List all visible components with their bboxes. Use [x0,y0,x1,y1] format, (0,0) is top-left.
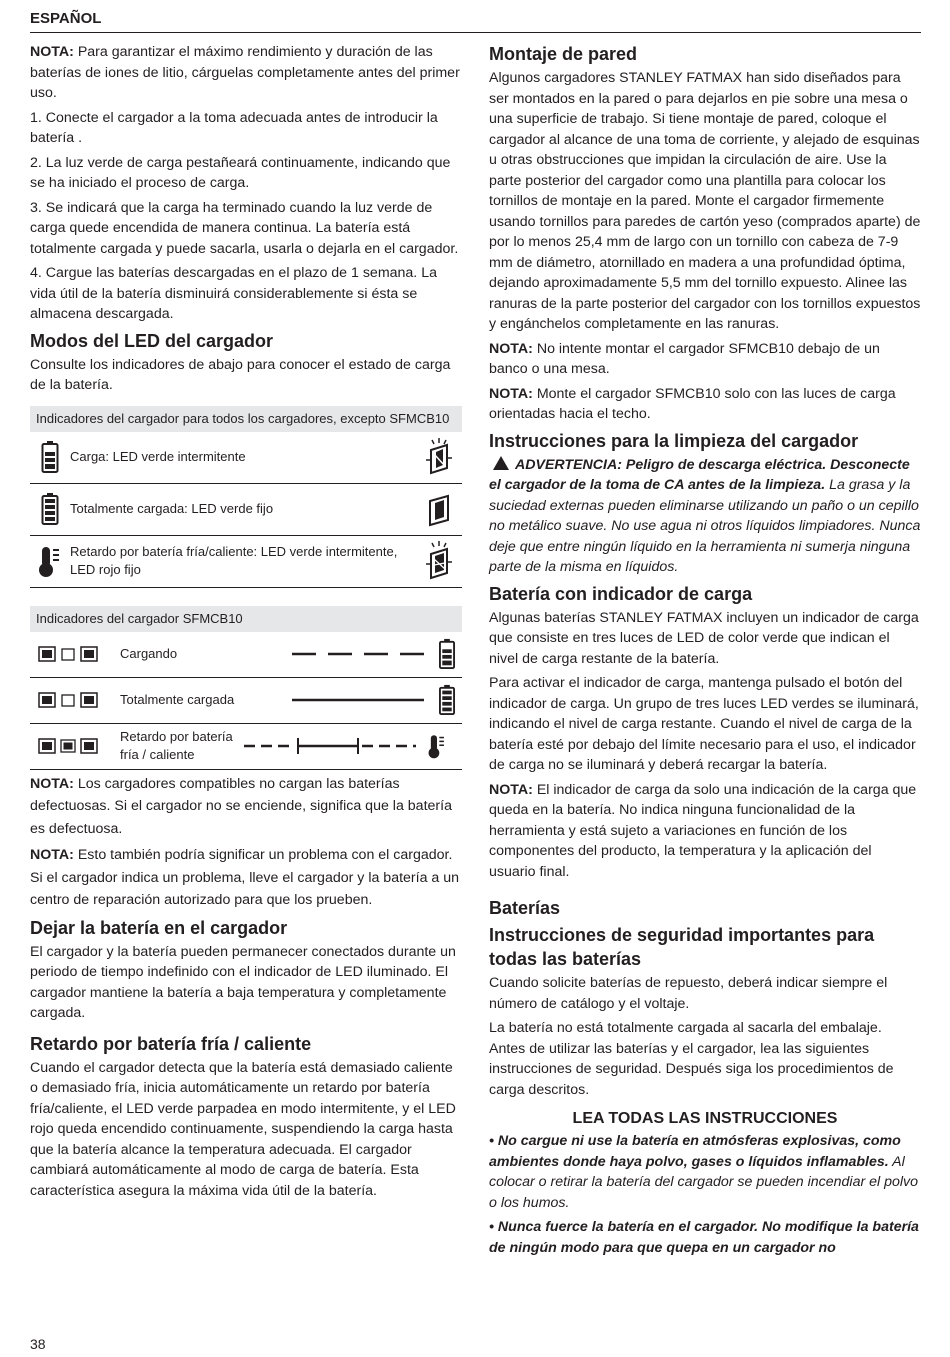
battery-full-icon [438,684,456,716]
thermometer-icon [37,544,63,578]
intro-note: NOTA: Para garantizar el máximo rendimiento y duración de las baterías de iones de litio, cárguelas completamente antes del primer uso. [30,44,460,101]
note-defective: NOTA: Los cargadores compatibles no cargan las baterías defectuosas. Si el cargador no se enciende, significa que la batería es defectuosa. [30,775,452,837]
cleaning-warning: ADVERTENCIA: Peligro de descarga eléctrica. Desconecte el cargador de la toma de CA antes de la limpieza. La grasa y la suciedad externas pueden eliminarse utilizando un paño o un cepillo no metálico suave. No use agua ni otros líquidos limpiadores. Nunca deje que entre ningún líquido en la herramienta ni sumerja ninguna parte de la misma en líquidos. [489,456,921,575]
wall-mount-note-1: NOTA: No intente montar el cargador SFMCB10 debajo de un banco o una mesa. [489,340,880,377]
step-3: 3. Se indicará que la carga ha terminado cuando la luz verde de carga quede encendida de manera continua. La batería está totalmente cargada y puede sacarla, usarla o dejarla en el cargador. [30,199,459,257]
battery-charging-icon [438,638,456,670]
charge-indicator-p2: Para activar el indicador de carga, mantenga pulsado el botón del indicador de carga. Un grupo de tres luces LED verdes se iluminará, indicando el nivel de carga restante. Cuando el nivel de carga de la batería esté por debajo del límite necesario para el uso, el indicador de carga no se iluminará y deberá recargar la batería. [489,675,919,773]
table-row-label: Carga: LED verde intermitente [70,449,246,464]
battery-p1: Cuando solicite baterías de repuesto, deberá indicar siempre el número de catálogo y el voltaje. [489,975,888,1012]
table-row [30,724,462,770]
table-row-label: Cargando [120,646,178,661]
table-row [30,632,462,678]
table-row [30,536,462,588]
warning-icon [493,456,509,470]
leave-battery-text: El cargador y la batería pueden permanecer conectados durante un periodo de tiempo indefinido con el indicador de LED iluminado. El cargador mantiene la batería a baja temperatura y completamente cargada. [30,943,456,1021]
led-indicator-icon [38,646,102,662]
charge-indicator-note: NOTA: El indicador de carga da solo una indicación de la carga que queda en la batería. No indica ninguna funcionalidad de la herramienta y está sujeto a variaciones en función de los componentes del producto, la temperatura y la aplicación del usuario final. [489,781,917,880]
battery-full-icon [41,492,59,526]
table-row-label: Retardo por batería fría/caliente: LED verde intermitente, LED rojo fijo [70,544,398,577]
read-all-heading: LEA TODAS LAS INSTRUCCIONES [572,1110,838,1127]
table-row-label: Totalmente cargada [120,692,235,707]
leave-battery-heading: Dejar la batería en el cargador [30,917,288,938]
table-row-label: Totalmente cargada: LED verde fijo [70,501,274,516]
battery-bullet-2: • Nunca fuerce la batería en el cargador. No modifique la batería de ningún modo para que quepa en un cargador no [489,1219,919,1256]
step-2: 2. La luz verde de carga pestañeará continuamente, indicando que se ha iniciado el proceso de carga. [30,154,451,191]
led-indicator-icon [38,738,102,754]
table-row [30,432,462,484]
hot-cold-delay-text: Cuando el cargador detecta que la batería está demasiado caliente o demasiado fría, inicia automáticamente un retardo por batería fría/caliente, el LED verde parpadea en modo intermitente, y el LED rojo queda encendido continuamente, suspendiendo la carga hasta que la batería alcance la temperatura adecuada. El cargador cambiará automáticamente al modo de carga de batería. Esta característica asegura la máxima vida útil de la batería. [30,1059,456,1199]
charge-indicator-p1: Algunas baterías STANLEY FATMAX incluyen un indicador de carga que consiste en tres luces de LED de color verde que indican el nivel de carga restante de la batería. [489,609,919,667]
table-header: Indicadores del cargador para todos los cargadores, excepto SFMCB10 [30,406,462,432]
dashed-pattern-icon [292,651,424,657]
mixed-pattern-icon [244,736,416,756]
charger-indicators-table [30,406,462,588]
led-modes-heading: Modos del LED del cargador [30,330,274,351]
battery-safety-heading: Instrucciones de seguridad importantes para todas las baterías [489,925,875,969]
sfmcb10-indicators-table [30,606,462,770]
step-1: 1. Conecte el cargador a la toma adecuada antes de introducir la batería . [30,109,438,146]
hot-cold-delay-heading: Retardo por batería fría / caliente [30,1033,312,1054]
charger-solid-icon [424,490,454,528]
led-modes-text: Consulte los indicadores de abajo para conocer el estado de carga de la batería. [30,356,451,393]
left-column [30,42,462,1205]
charger-blinking-icon [424,438,454,476]
charger-hot-cold-icon [424,541,454,581]
table-row [30,484,462,536]
table-header: Indicadores del cargador SFMCB10 [30,606,462,632]
step-4: 4. Cargue las baterías descargadas en el plazo de 1 semana. La vida útil de la batería disminuirá considerablemente si ésta se almacena descargada. [30,265,437,322]
battery-bullet-1: • No cargue ni use la batería en atmósferas explosivas, como ambientes donde haya polvo, gases o líquidos inflamables. Al colocar o retirar la batería del cargador se pueden incendiar el polvo o los humos. [489,1133,919,1211]
thermometer-icon [427,732,447,760]
wall-mount-text: Algunos cargadores STANLEY FATMAX han sido diseñados para ser montados en la pared o para dejarlos en pie sobre una mesa o una superficie de trabajo. Si tiene montaje de pared, coloque el cargador al alcance de una toma de corriente, y alejado de esquinas u otras obstrucciones que impidan la circulación de aire. Use la parte posterior del cargador como una plantilla para colocar los tornillos de montaje en la pared. Monte el cargador firmemente usando tornillos para paredes de cartón yeso (comprados aparte) de por lo menos 25,4 mm de largo con un tornillo con cabeza de 7-9 mm de diámetro, atornillado en madera a una profundidad óptima, dejando aproximadamente 5,5 mm del tornillo expuesto. Alinee las ranuras de la parte posterior del cargador con los tornillos expuestos y engánchelos completamente en las ranuras. [489,70,921,332]
battery-p2: La batería no está totalmente cargada al sacarla del embalaje. Antes de utilizar las baterías y el cargador, lea las siguientes instrucciones de seguridad. Después siga los procedimientos de carga descritos. [489,1020,894,1098]
right-column [489,42,921,1262]
language-label: ESPAÑOL [30,10,102,27]
led-indicator-icon [38,692,102,708]
table-row-label: Retardo por batería fría / caliente [120,729,233,762]
page-header [30,10,921,33]
battery-charging-icon [41,440,59,474]
charge-indicator-heading: Batería con indicador de carga [489,583,753,604]
cleaning-heading: Instrucciones para la limpieza del cargador [489,430,859,451]
batteries-heading: Baterías [489,898,561,918]
solid-pattern-icon [292,697,424,703]
wall-mount-heading: Montaje de pared [489,44,638,64]
note-problem: NOTA: Esto también podría significar un problema con el cargador. Si el cargador indica un problema, lleve el cargador y la batería a un centro de reparación autorizado para que los prueben. [30,847,460,908]
wall-mount-note-2: NOTA: Monte el cargador SFMCB10 solo con las luces de carga orientadas hacia el techo. [489,385,896,422]
table-row [30,678,462,724]
page-number: 38 [30,1336,46,1352]
